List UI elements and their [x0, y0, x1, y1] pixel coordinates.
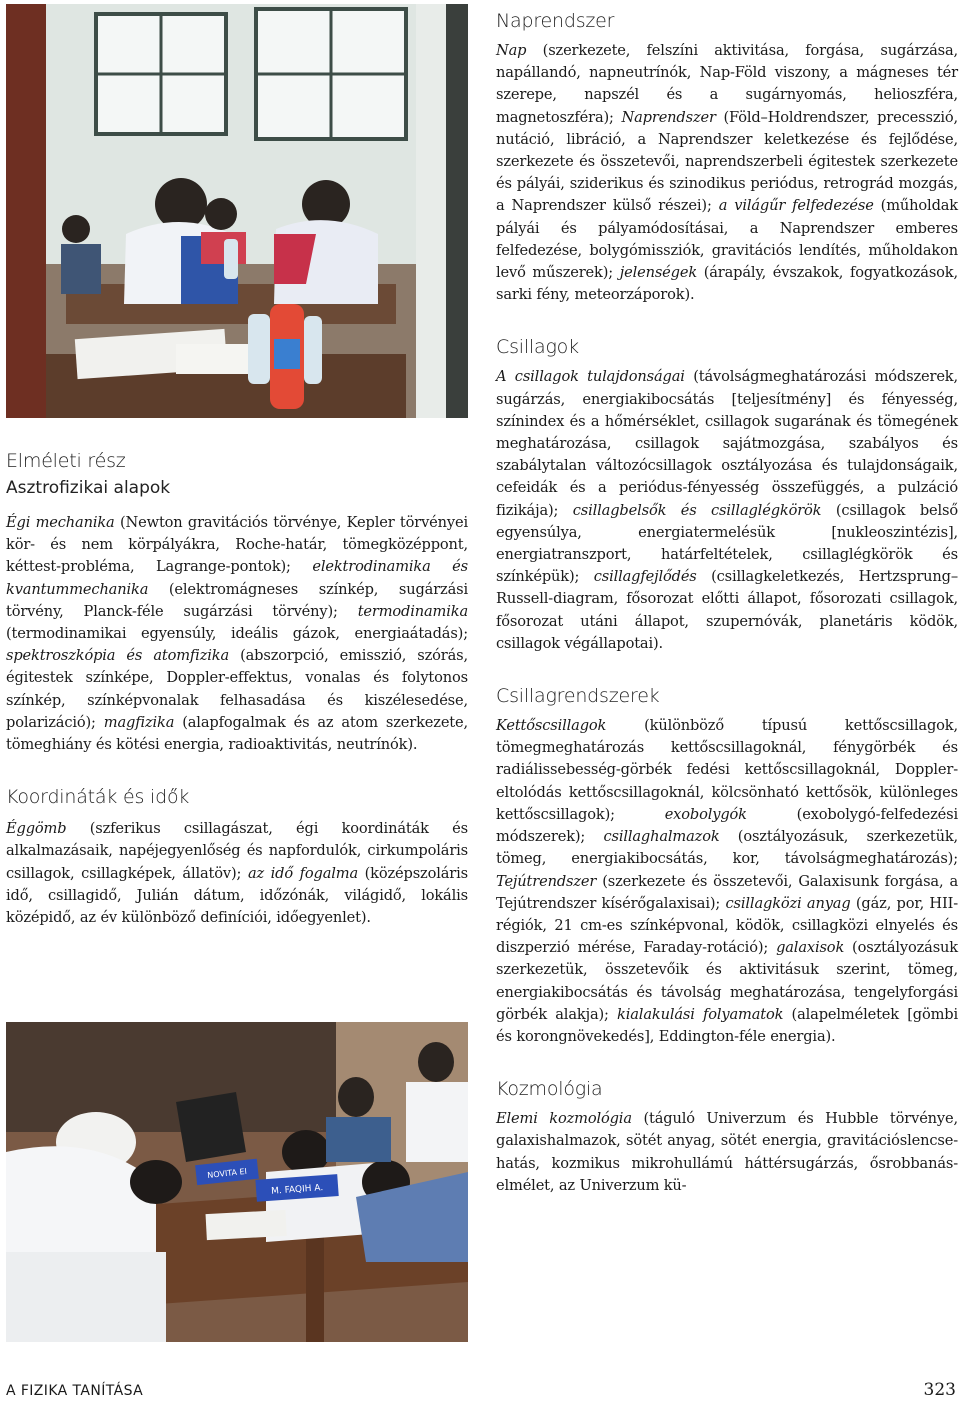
text-run: (csillagok belső egyensúlya, energiatermelésük [nukleoszintézis], energiatranszport, határfeltételek, csillaglégkörök és színképük);: [496, 501, 958, 586]
astrophysics-subheading: Asztrofizikai alapok: [6, 478, 171, 498]
page-number: 323: [923, 1380, 956, 1400]
italic-term: magfizika: [103, 713, 175, 731]
text-run: (abszorpció, emisszió, szórás, égitestek színképe, Doppler-effektus, vonalas és folytonos színkép, színképvonalak felhasadása és kiszélesedése, polarizáció);: [6, 647, 468, 731]
italic-term: elektrodinamika és kvantummechanika: [6, 558, 468, 598]
italic-term: kialakulási folyamatok: [617, 1005, 784, 1023]
text-run: (táguló Univerzum és Hubble törvénye, galaxishalmazok, sötét anyag, sötét energia, gravitációslencse-hatás, kozmikus mikrohullámú háttérsugárzás, ősrobbanás-elmélet, az Univerzum kü-: [496, 1110, 959, 1194]
italic-term: Égi mechanika: [6, 514, 115, 531]
text-run: (osztályozásuk szerkezetük, összetevőik és aktivitásuk szerint, tömeg, energiakibocsátás és távolság meghatározása, tengelyforgási görbék alakja);: [496, 939, 958, 1023]
section-stars: [496, 336, 958, 655]
italic-term: Nap: [496, 42, 527, 59]
text-run: (szferikus csillagászat, égi koordináták és alkalmazásaik, napéjegyenlőség és napfordulók, cirkumpoláris csillagok, csillagképek, állatöv);: [6, 820, 468, 882]
italic-term: csillaghalmazok: [603, 828, 720, 846]
section-body: [496, 1108, 958, 1197]
text-run: (csillagkeletkezés, Hertzsprung–Russell-diagram, fősorozat előtti állapot, fősorozati csillagok, fősorozat utáni állapot, szupernóvák, planetáris ködök, csillagok végállapotai).: [496, 568, 958, 652]
section-star-systems: [496, 685, 958, 1048]
text-run: (Newton gravitációs törvénye, Kepler törvényei kör- és nem körpályákra, Roche-határ, tömegközéppont, kéttest-probléma, Lagrange-pontok);: [6, 514, 468, 576]
text-run: (Föld–Holdrendszer, precesszió, nutáció, libráció, a Naprendszer keletkezése és fejlődése, szerkezete és összetevői, naprendszerbeli égitestek szerkezete és pályái, sziderikus és szinodikus periódus, retrográd mozgás, a Naprendszer külső részei);: [496, 108, 958, 215]
coordinates-paragraph: [6, 818, 468, 929]
journal-name: A FIZIKA TANÍTÁSA: [6, 1383, 144, 1399]
section-title: Csillagrendszerek: [496, 685, 660, 708]
text-run: (árapály, évszakok, fogyatkozások, sarki fény, meteorzáporok).: [496, 264, 958, 304]
italic-term: csillagbelsők és csillaglégkörök: [572, 501, 822, 519]
text-run: (szerkezete, felszíni aktivitása, forgása, sugárzása, napállandó, napneutrínók, Nap-Föld viszony, a mágneses tér szerepe, napszél és a sugárnyomás, helioszféra, magnetoszféra);: [496, 42, 958, 126]
section-cosmology: [496, 1078, 958, 1197]
text-run: (távolságmeghatározási módszerek, sugárzás, energiakibocsátás [teljesítmény] és fényesség, színindex és a hőmérséklet, csillagok sugarának és tömegének meghatározása, csillagok sajátmozgása, szabályos és szabálytalan változócsillagok osztályozása és tulajdonságaik, cefeidák és a periódus-fényesség összefüggés, a pulzáció fizikája);: [496, 368, 958, 519]
italic-term: Naprendszer: [621, 108, 716, 126]
italic-term: csillagközi anyag: [725, 894, 851, 912]
italic-term: a világűr felfedezése: [718, 197, 874, 215]
italic-term: Kettőscsillagok: [496, 717, 607, 735]
italic-term: spektroszkópia és atomfizika: [6, 647, 229, 665]
text-run: (gáz, por, HII-régiók, 21 cm-es színképvonal, ködök, csillagközi elnyelés és diszperzió mérése, Faraday-rotáció);: [496, 894, 958, 957]
italic-term: exobolygók: [664, 805, 747, 823]
section-solar-system: [496, 10, 958, 306]
italic-term: termodinamika: [357, 602, 468, 620]
italic-term: Tejútrendszer: [496, 872, 597, 890]
right-column: [496, 10, 958, 1197]
italic-term: Elemi kozmológia: [496, 1110, 632, 1128]
italic-term: galaxisok: [776, 939, 845, 957]
text-run: (alapfogalmak és az atom szerkezete, tömeghiány és kötési energia, radioaktivitás, neutrínók).: [6, 713, 468, 754]
italic-term: jelenségek: [619, 264, 698, 282]
italic-term: A csillagok tulajdonságai: [496, 368, 685, 386]
section-title: Naprendszer: [496, 10, 615, 32]
coordinates-heading: Koordináták és idők: [6, 786, 190, 809]
section-body: [496, 366, 958, 655]
text-run: (középszoláris idő, csillagidő, Julián dátum, időzónák, világidő, lokális középidő, az év különböző definíciói, időegyenlet).: [6, 864, 468, 927]
text-run: (különböző típusú kettőscsillagok, tömegmeghatározás kettőscsillagoknál, fénygörbék és radiálissebesség-görbék fedési kettőscsillagoknál, Doppler-eltolódás kettőscsillagoknál, kölcsönható kettősök, különleges kettőscsillagok);: [496, 717, 958, 823]
text-run: (termodinamikai egyensúly, ideális gázok, energiaátadás);: [6, 625, 468, 643]
section-body: [496, 40, 958, 306]
theory-heading: Elméleti rész: [6, 450, 126, 472]
name-tag-2: M. FAQIH A.: [270, 1183, 324, 1197]
text-run: (szerkezete és összetevői, Galaxisunk forgása, a Tejútrendszer kísérőgalaxisai);: [496, 872, 958, 912]
astrophysics-paragraph: [6, 512, 468, 756]
text-run: (osztályozásuk, szerkezetük, tömeg, energiakibocsátás, kor, távolságmeghatározás);: [496, 828, 959, 868]
text-run: (exobolygó-felfedezési módszerek);: [496, 805, 959, 846]
italic-term: az idő fogalma: [247, 864, 358, 882]
photo-classroom-exam: [6, 4, 468, 418]
photo-students-resting: [6, 1022, 468, 1342]
text-run: (műholdak pályái és pályamódosításai, a Naprendszer emberes felfedezése, bolygómissziók, gravitációs lendítés, műholdakon levő műszerek);: [496, 197, 959, 282]
italic-term: Éggömb: [6, 820, 67, 838]
text-run: (alapelméletek [gömbi és korongnövekedés], Eddington-féle energia).: [496, 1005, 958, 1045]
italic-term: csillagfejlődés: [593, 568, 697, 586]
name-tag-1: NOVITA EI: [206, 1166, 248, 1180]
section-body: [496, 715, 958, 1048]
left-column: [6, 450, 468, 929]
section-title: Csillagok: [496, 336, 579, 359]
text-run: (elektromágneses színkép, sugárzási törvény, Planck-féle sugárzási törvény);: [6, 580, 468, 620]
section-title: Kozmológia: [496, 1078, 603, 1101]
